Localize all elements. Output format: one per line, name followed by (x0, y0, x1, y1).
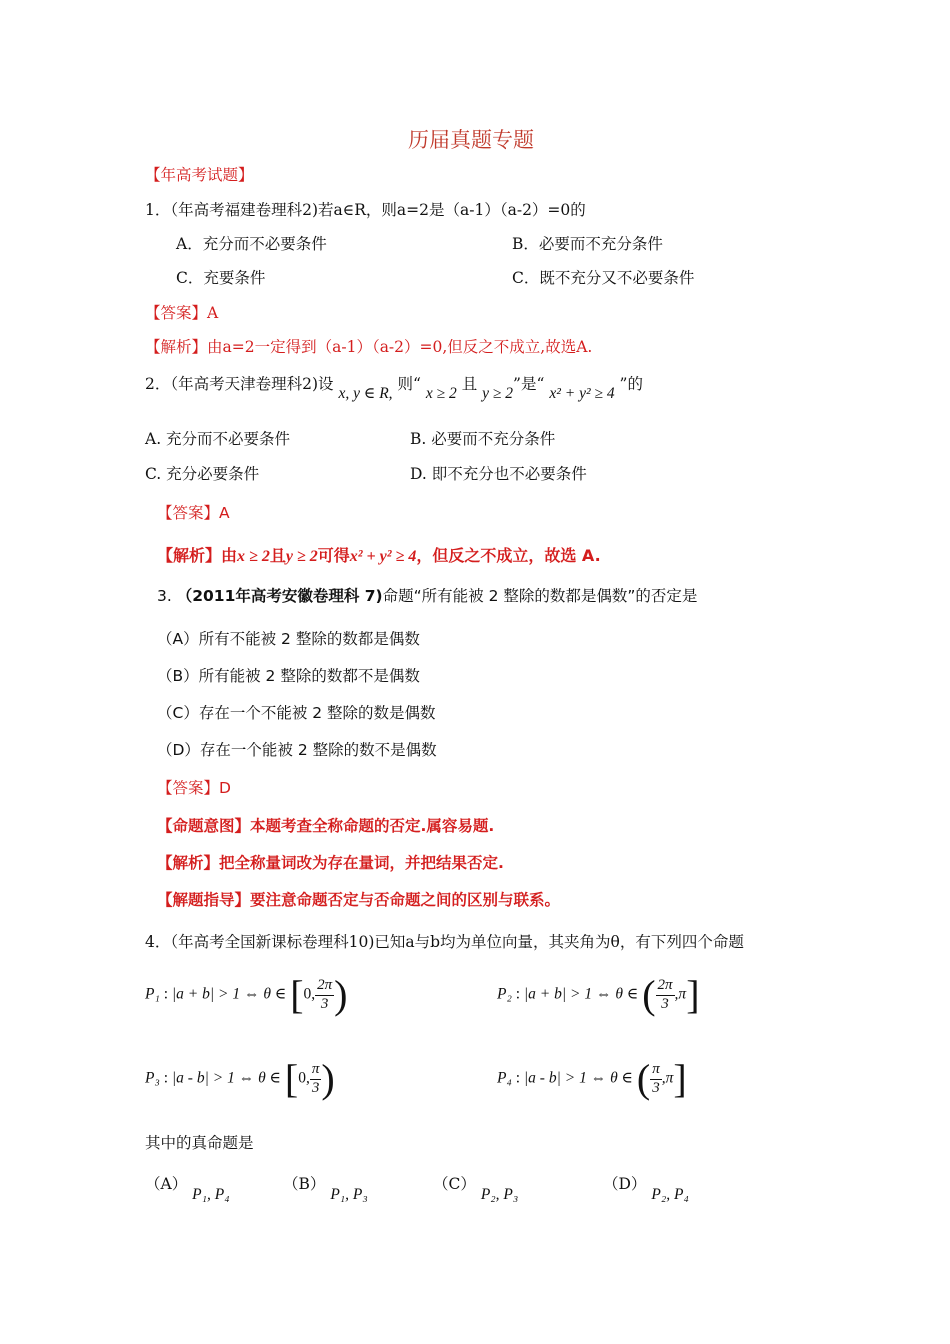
q2-option-d: D. 即不充分也不必要条件 (410, 465, 587, 483)
q4-choice-a-label: （A） (145, 1175, 188, 1193)
q4-p4-hi: ,π (661, 1069, 674, 1087)
q4-p2-expr: |a + b| > 1 ⇔ θ ∈ (523, 985, 639, 1003)
q4-p2-hi: ,π (674, 985, 687, 1003)
q2-answer-value: A (219, 504, 230, 522)
q3-guide-label: 【解题指导】 (157, 891, 251, 909)
q4-p3-left-bracket: [ (284, 1056, 299, 1101)
q4-stem: 4．（年高考全国新课标卷理科10)已知a与b均为单位向量，其夹角为θ，有下列四个命题 (145, 933, 744, 951)
q4-choice-b (283, 1172, 368, 1203)
q3-option-b: （B）所有能被 2 整除的数都不是偶数 (157, 667, 420, 685)
q3-stem (157, 584, 697, 606)
q4-p3-right-bracket: ) (321, 1056, 335, 1101)
q4-p3-expr: |a - b| > 1 ⇔ θ ∈ (171, 1069, 282, 1087)
q3-intent-label: 【命题意图】 (157, 817, 251, 835)
q4-p3-lo: 0, (298, 1069, 310, 1087)
section-label: 【年高考试题】 (145, 166, 254, 184)
q4-p1-name: P₁ (145, 985, 160, 1003)
q4-choice-c-label: （C） (433, 1175, 476, 1193)
q2-cond2: y ≥ 2 (482, 385, 514, 402)
q2-stem (145, 372, 643, 402)
q3-analysis-text: 把全称量词改为存在量词，并把结果否定. (219, 854, 504, 872)
q1-option-c: C．充要条件 (176, 269, 266, 287)
q4-p4: P₄ : |a - b| > 1 ⇔ θ ∈ ( $\frac{\pi}{3}$ ,π] (497, 1056, 687, 1101)
q2-answer-label: 【答案】 (157, 504, 220, 522)
q2-option-a: A. 充分而不必要条件 (145, 430, 291, 448)
q4-p1-fraction (315, 977, 334, 1013)
q4-p2-den: 3 (661, 995, 669, 1012)
q4-p4-den: 3 (652, 1079, 660, 1096)
q2-analysis-a: 由 (221, 546, 238, 565)
q2-cond1: x ≥ 2 (425, 385, 457, 402)
q4-p2-left-bracket: ( (642, 972, 656, 1017)
q2-analysis (157, 543, 601, 566)
q1-analysis-text: 由a=2一定得到（a-1）（a-2）=0,但反之不成立,故选A. (207, 338, 593, 356)
q1-option-a: A．充分而不必要条件 (176, 235, 327, 253)
q4-p4-fraction (650, 1061, 662, 1097)
q2-and: 且 (461, 375, 478, 393)
q2-is: ”是“ (513, 375, 545, 393)
q4-p1-right-bracket: ) (334, 972, 348, 1017)
q4-p2-right-bracket: ] (686, 972, 700, 1017)
q3-intent-text: 本题考查全称命题的否定.属容易题. (250, 817, 495, 835)
q4-p1-left-bracket: [ (290, 972, 304, 1017)
q4-choice-d-label: （D） (603, 1175, 647, 1193)
q4-choice-d-value: P₂, P₄ (651, 1186, 689, 1203)
q1-answer (145, 301, 218, 323)
page-title: 历届真题专题 (408, 128, 534, 152)
q1-stem: 1．（年高考福建卷理科2)若a∈R，则a=2是（a-1）（a-2）=0的 (145, 201, 586, 219)
q4-p3-name: P₃ (145, 1069, 160, 1087)
q2-vars: x, y ∈ R, (338, 385, 393, 402)
q4-p1-lo: 0, (303, 985, 316, 1003)
q3-source: （2011年高考安徽卷理科 7) (176, 587, 383, 605)
q4-choice-d (603, 1172, 689, 1203)
q4-p2-fraction (656, 977, 675, 1013)
q2-cond3: x² + y² ≥ 4 (549, 385, 615, 402)
q4-choice-c (433, 1172, 519, 1203)
q2-analysis-m2: y ≥ 2 (285, 548, 318, 565)
q2-analysis-m3: x² + y² ≥ 4 (349, 548, 417, 565)
q4-p1: P₁ : |a + b| > 1 ⇔ θ ∈ [0, $\frac{2\pi}{3}$ ) (145, 972, 348, 1017)
q4-p4-left-bracket: ( (636, 1056, 651, 1101)
q4-p2: P₂ : |a + b| > 1 ⇔ θ ∈ ( $\frac{2\pi}{3}$ ,π] (497, 972, 700, 1017)
q3-option-c: （C）存在一个不能被 2 整除的数是偶数 (157, 704, 436, 722)
q2-analysis-c: 可得 (317, 546, 350, 565)
q4-p2-num: 2π (656, 977, 675, 995)
q3-answer-label: 【答案】 (157, 779, 220, 797)
q2-prefix: 2．（年高考天津卷理科2)设 (145, 375, 334, 393)
q2-suffix: ”的 (619, 375, 643, 393)
q3-option-a: （A）所有不能被 2 整除的数都是偶数 (157, 630, 420, 648)
q4-p3-num: π (310, 1061, 322, 1079)
q2-then: 则“ (397, 375, 421, 393)
q4-choice-a (145, 1172, 230, 1203)
q4-p2-name: P₂ (497, 985, 512, 1003)
q2-analysis-b: 且 (269, 546, 286, 565)
q1-option-d: C．既不充分又不必要条件 (512, 269, 695, 287)
q3-guide (157, 888, 560, 910)
q4-p3-fraction (310, 1061, 322, 1097)
q1-analysis-label: 【解析】 (145, 338, 208, 356)
q1-answer-label: 【答案】 (145, 304, 208, 322)
q4-p4-name: P₄ (497, 1069, 512, 1087)
q2-analysis-label: 【解析】 (157, 546, 222, 565)
q4-p1-den: 3 (320, 995, 329, 1012)
q3-option-d: （D）存在一个能被 2 整除的数不是偶数 (157, 741, 437, 759)
q4-p3-den: 3 (311, 1079, 320, 1096)
q1-answer-value: A (207, 304, 219, 322)
q3-analysis-label: 【解析】 (157, 854, 220, 872)
q4-true-stem: 其中的真命题是 (145, 1134, 254, 1152)
q3-num: 3. (157, 587, 172, 605)
q3-analysis (157, 851, 504, 873)
q2-analysis-d: ，但反之不成立，故选 A. (416, 546, 601, 565)
q1-analysis (145, 335, 592, 357)
q4-p4-right-bracket: ] (673, 1056, 687, 1101)
q4-p4-num: π (650, 1061, 662, 1079)
q2-analysis-m1: x ≥ 2 (237, 548, 270, 565)
q2-answer (157, 501, 230, 523)
q3-answer-value: D (219, 779, 231, 797)
q4-choice-c-value: P₂, P₃ (480, 1186, 519, 1203)
q4-choice-a-value: P₁, P₄ (192, 1186, 230, 1203)
q4-p1-num: 2π (315, 977, 334, 995)
q4-choice-b-label: （B） (283, 1175, 326, 1193)
q3-stem-text: 命题“所有能被 2 整除的数都是偶数”的否定是 (382, 587, 698, 605)
q3-intent (157, 814, 494, 836)
q4-p3: P₃ : |a - b| > 1 ⇔ θ ∈ [0, $\frac{\pi}{3}$ ) (145, 1056, 335, 1101)
q4-p1-expr: |a + b| > 1 ⇔ θ ∈ (171, 985, 287, 1003)
q4-p4-expr: |a - b| > 1 ⇔ θ ∈ (523, 1069, 634, 1087)
q2-option-b: B. 必要而不充分条件 (410, 430, 556, 448)
q2-option-c: C. 充分必要条件 (145, 465, 260, 483)
q3-guide-text: 要注意命题否定与否命题之间的区别与联系。 (250, 891, 561, 909)
q1-option-b: B．必要而不充分条件 (512, 235, 663, 253)
q3-answer (157, 776, 231, 798)
q4-choice-b-value: P₁, P₃ (330, 1186, 368, 1203)
